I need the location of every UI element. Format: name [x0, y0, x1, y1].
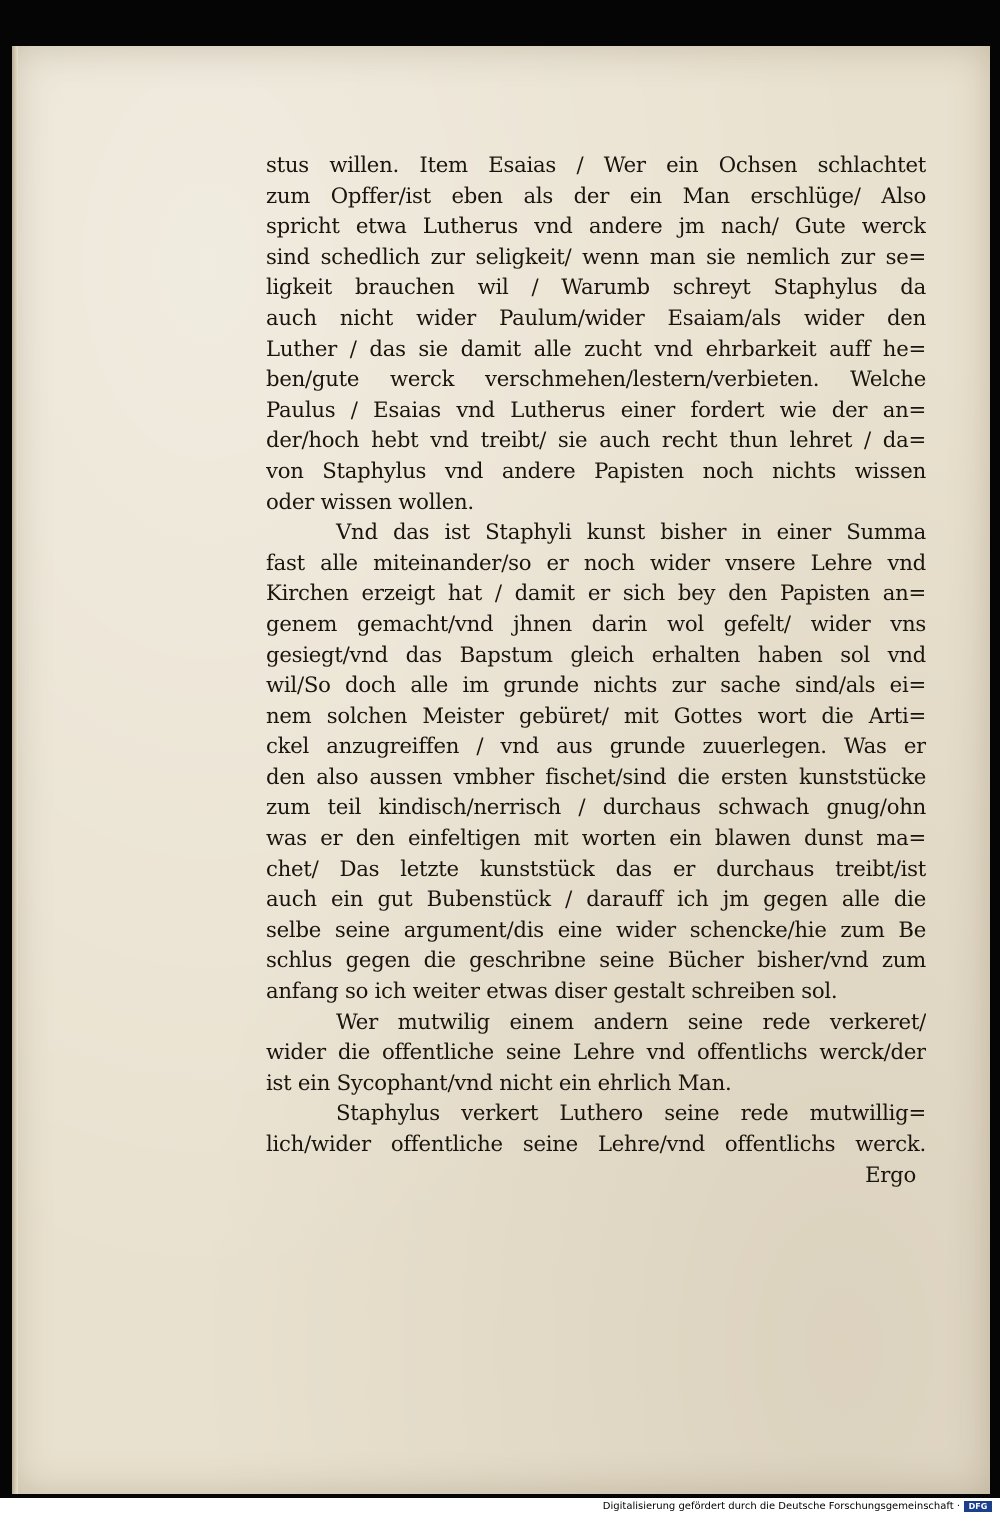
text-line: auch nicht wider Paulum/wider Esaiam/als wider den [266, 304, 926, 330]
text-line: selbe seine argument/dis eine wider schencke/hie zum Be [266, 916, 926, 942]
catchword: Ergo [865, 1161, 916, 1187]
text-line: ckel anzugreiffen / vnd aus grunde zuuerlegen. Was er [266, 733, 926, 759]
text-line: Luther / das sie damit alle zucht vnd ehrbarkeit auff he= [266, 335, 926, 361]
text-line: von Staphylus vnd andere Papisten noch nichts wissen [266, 457, 926, 483]
text-line: der/hoch hebt vnd treibt/ sie auch recht thun lehret / da= [266, 427, 926, 453]
text-line: stus willen. Item Esaias / Wer ein Ochsen schlachtet [266, 152, 926, 177]
text-line: ist ein Sycophant/vnd nicht ein ehrlich Man. [266, 1069, 732, 1095]
text-line: ben/gute werck verschmehen/lestern/verbieten. Welche [266, 366, 926, 392]
text-line: nem solchen Meister gebüret/ mit Gottes wort die Arti= [266, 702, 926, 728]
text-line: Staphylus verkert Luthero seine rede mutwillig= [336, 1100, 926, 1126]
text-line: gesiegt/vnd das Bapstum gleich erhalten haben sol vnd [266, 641, 926, 667]
text-line: sind schedlich zur seligkeit/ wenn man sie nemlich zur se= [266, 243, 926, 269]
text-line: genem gemacht/vnd jhnen darin wol gefelt/ wider vns [266, 610, 926, 636]
text-line: spricht etwa Lutherus vnd andere jm nach/ Gute werck [266, 213, 926, 239]
text-line: was er den einfeltigen mit worten ein blawen dunst ma= [266, 825, 926, 851]
text-line: chet/ Das letzte kunststück das er durchaus treibt/ist [266, 855, 926, 881]
text-line: Paulus / Esaias vnd Lutherus einer fordert wie der an= [266, 396, 926, 422]
text-line: wider die offentliche seine Lehre vnd offentlichs werck/der [266, 1039, 926, 1065]
text-line: Vnd das ist Staphyli kunst bisher in einer Summa [336, 519, 926, 545]
text-line: schlus gegen die geschribne seine Bücher bisher/vnd zum [266, 947, 926, 973]
funding-credit: Digitalisierung gefördert durch die Deutsche Forschungsgemeinschaft · [602, 1501, 960, 1512]
dfg-logo-icon: DFG [964, 1501, 992, 1512]
text-line: anfang so ich weiter etwas diser gestalt schreiben sol. [266, 978, 838, 1004]
text-line: auch ein gut Bubenstück / darauff ich jm gegen alle die [266, 886, 926, 912]
page-edge-shadow [12, 46, 18, 1494]
text-line: oder wissen wollen. [266, 488, 474, 514]
text-line: zum teil kindisch/nerrisch / durchaus schwach gnug/ohn [266, 794, 926, 820]
text-line: wil/So doch alle im grunde nichts zur sache sind/als ei= [266, 672, 926, 698]
text-line: ligkeit brauchen wil / Warumb schreyt Staphylus da [266, 274, 926, 300]
body-text [266, 150, 926, 1190]
text-line: lich/wider offentliche seine Lehre/vnd offentlichs werck. [266, 1131, 926, 1156]
text-line: den also aussen vmbher fischet/sind die ersten kunststücke [266, 763, 926, 789]
text-line: fast alle miteinander/so er noch wider vnsere Lehre vnd [266, 549, 926, 575]
text-line: Wer mutwilig einem andern seine rede verkeret/ [336, 1008, 926, 1034]
text-line: Kirchen erzeigt hat / damit er sich bey den Papisten an= [266, 580, 926, 606]
text-line: zum Opffer/ist eben als der ein Man erschlüge/ Also [266, 182, 926, 208]
